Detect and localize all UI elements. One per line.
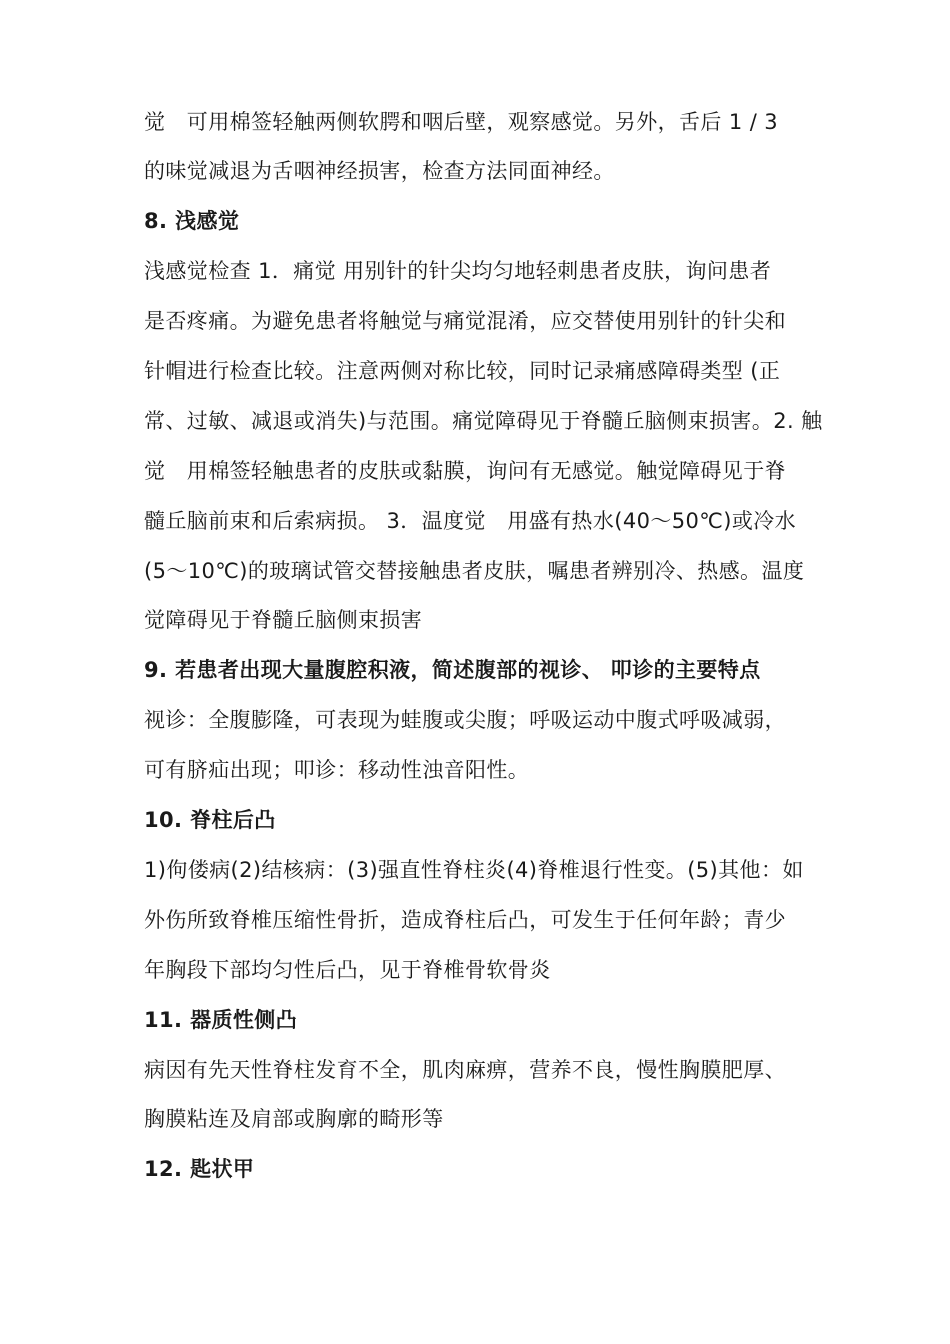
text-line: 年胸段下部均匀性后凸，见于脊椎骨软骨炎 <box>144 958 551 982</box>
text-line: 病因有先天性脊柱发育不全，肌肉麻痹，营养不良，慢性胸膜肥厚、 <box>144 1058 786 1082</box>
text-line: 觉障碍见于脊髓丘脑侧束损害 <box>144 608 423 632</box>
text-line: 浅感觉检查 1．痛觉 用别针的针尖均匀地轻刺患者皮肤，询问患者 <box>144 259 772 283</box>
text-line: 1)佝偻病(2)结核病：(3)强直性脊柱炎(4)脊椎退行性变。(5)其他：如 <box>144 858 804 882</box>
section-heading: 8. 浅感觉 <box>144 209 240 233</box>
text-line: 外伤所致脊椎压缩性骨折，造成脊柱后凸，可发生于任何年龄；青少 <box>144 908 786 932</box>
text-line: 可有脐疝出现；叩诊：移动性浊音阳性。 <box>144 758 530 782</box>
text-line: 觉 用棉签轻触患者的皮肤或黏膜，询问有无感觉。触觉障碍见于脊 <box>144 459 786 483</box>
text-line: 的味觉减退为舌咽神经损害，检查方法同面神经。 <box>144 159 615 183</box>
section-heading: 11. 器质性侧凸 <box>144 1008 298 1032</box>
text-line: 针帽进行检查比较。注意两侧对称比较，同时记录痛感障碍类型 (正 <box>144 359 781 383</box>
section-heading: 12. 匙状甲 <box>144 1157 255 1181</box>
text-line: 是否疼痛。为避免患者将触觉与痛觉混淆，应交替使用别针的针尖和 <box>144 309 786 333</box>
text-line: (5～10℃)的玻璃试管交替接触患者皮肤，嘱患者辨别冷、热感。温度 <box>144 559 805 583</box>
text-line: 常、过敏、减退或消失)与范围。痛觉障碍见于脊髓丘脑侧束损害。2. 触 <box>144 409 823 433</box>
text-line: 视诊：全腹膨隆，可表现为蛙腹或尖腹；呼吸运动中腹式呼吸减弱， <box>144 708 786 732</box>
text-line: 觉 可用棉签轻触两侧软腭和咽后壁，观察感觉。另外，舌后 1 / 3 <box>144 110 779 134</box>
section-heading: 9. 若患者出现大量腹腔积液，简述腹部的视诊、 叩诊的主要特点 <box>144 658 761 682</box>
text-line: 胸膜粘连及肩部或胸廓的畸形等 <box>144 1107 444 1131</box>
text-line: 髓丘脑前束和后索病损。 3．温度觉 用盛有热水(40～50℃)或冷水 <box>144 509 797 533</box>
section-heading: 10. 脊柱后凸 <box>144 808 276 832</box>
